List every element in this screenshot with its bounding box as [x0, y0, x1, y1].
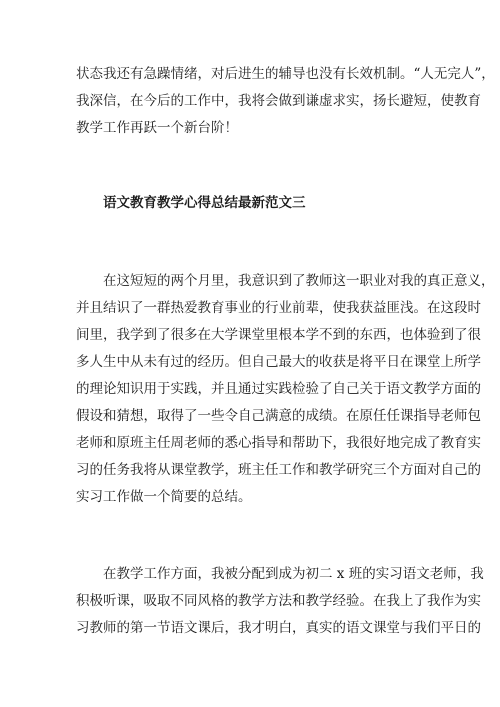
paragraph-line: 多人生中从未有过的经历。但自己最大的收获是将平日在课堂上所学	[76, 354, 481, 370]
paragraph-line: 习的任务我将从课堂教学，班主任工作和教学研究三个方面对自己的	[76, 462, 481, 478]
paragraph-continuation	[76, 61, 495, 142]
paragraph-line: 在这短短的两个月里，我意识到了教师这一职业对我的真正意义，	[103, 273, 495, 289]
paragraph-line: 假设和猜想，取得了一些令自己满意的成绩。在原任任课指导老师包	[76, 408, 481, 424]
paragraph-line: 的理论知识用于实践，并且通过实践检验了自己关于语文教学方面的	[76, 381, 481, 397]
paragraph-line: 积极听课，吸取不同风格的教学方法和教学经验。在我上了我作为实	[76, 593, 481, 609]
section-heading: 语文教育教学心得总结最新范文三	[103, 195, 306, 211]
paragraph-line: 习教师的第一节语文课后，我才明白，真实的语文课堂与我们平日的	[76, 620, 481, 636]
paragraph-line: 教学工作再跃一个新台阶！	[76, 120, 238, 136]
paragraph-internship-summary	[76, 268, 495, 511]
paragraph-line: 在教学工作方面，我被分配到成为初二 x 班的实习语文老师，我	[103, 566, 484, 582]
paragraph-line: 状态我还有急躁情绪，对后进生的辅导也没有长效机制。“人无完人”，	[76, 66, 495, 82]
paragraph-line: 间里，我学到了很多在大学课堂里根本学不到的东西，也体验到了很	[76, 327, 481, 343]
paragraph-line: 我深信，在今后的工作中，我将会做到谦虚求实，扬长避短，使教育	[76, 93, 481, 109]
paragraph-line: 并且结识了一群热爱教育事业的行业前辈，使我获益匪浅。在这段时	[76, 300, 481, 316]
paragraph-line: 实习工作做一个简要的总结。	[76, 489, 252, 505]
paragraph-line: 老师和原班主任周老师的悉心指导和帮助下，我很好地完成了教育实	[76, 435, 481, 451]
paragraph-teaching-work	[76, 561, 484, 642]
